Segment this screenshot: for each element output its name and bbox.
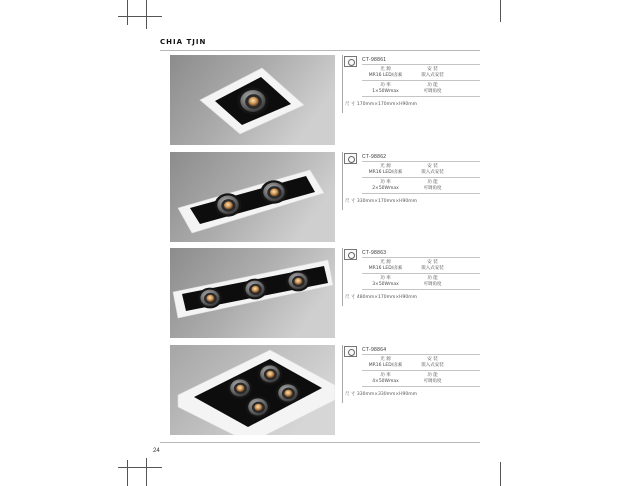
spec-value-function: 可调角度: [423, 89, 442, 94]
product-spec-4: [342, 345, 480, 405]
crop-mark-bottom-right-v: [500, 462, 501, 486]
crop-mark-bottom-left-h: [118, 467, 162, 468]
spec-value-function: 可调角度: [423, 282, 442, 287]
spec-header-light-source: 光 源: [380, 260, 391, 265]
spec-header-function: 功 能: [427, 373, 438, 378]
spec-header-light-source: 光 源: [380, 67, 391, 72]
product-photo-2: [170, 152, 335, 242]
spec-rule: [362, 289, 480, 290]
spec-value-power: 2×50Wmax: [372, 186, 399, 191]
lamp-head: [286, 271, 310, 292]
crop-mark-top-right-v: [500, 0, 501, 22]
spec-header-power: 功 率: [380, 180, 391, 185]
spec-header-light-source: 光 源: [380, 357, 391, 362]
product-spec-1: [342, 55, 480, 115]
spec-size: 尺 寸 330mm×170mm×H90mm: [345, 199, 417, 204]
spec-value-light-source: MR16 LED/卤素: [368, 266, 403, 271]
spec-divider: [342, 345, 343, 403]
product-photo-3: [170, 248, 335, 338]
spec-value-power: 1×50Wmax: [372, 89, 399, 94]
product-spec-2: [342, 152, 480, 212]
spec-header-installation: 安 装: [427, 357, 438, 362]
product-icon: [344, 56, 357, 67]
lamp-head: [258, 363, 283, 384]
spec-size: 尺 寸 480mm×170mm×H90mm: [345, 295, 417, 300]
spec-header-power: 功 率: [380, 83, 391, 88]
header-rule: [160, 50, 480, 51]
product-photo-1: [170, 55, 335, 145]
spec-value-function: 可调角度: [423, 186, 442, 191]
spec-value-installation: 嵌入式安装: [421, 363, 444, 368]
crop-mark-bottom-left-v1: [127, 460, 128, 486]
spec-header-power: 功 率: [380, 373, 391, 378]
crop-mark-top-left-h: [118, 16, 162, 17]
lamp-head: [243, 279, 267, 300]
spec-header-function: 功 能: [427, 180, 438, 185]
brand-logo: CHIA TJIN: [160, 38, 207, 46]
spec-size: 尺 寸 330mm×330mm×H90mm: [345, 392, 417, 397]
lamp-head: [276, 382, 301, 403]
spec-value-installation: 嵌入式安装: [421, 266, 444, 271]
spec-rule: [362, 80, 480, 81]
lamp-head: [237, 87, 269, 114]
spec-value-light-source: MR16 LED/卤素: [368, 73, 403, 78]
spec-size: 尺 寸 170mm×170mm×H90mm: [345, 102, 417, 107]
lamp-head: [198, 288, 222, 309]
lamp-head: [215, 193, 242, 216]
spec-rule: [362, 370, 480, 371]
product-icon: [344, 249, 357, 260]
product-icon: [344, 346, 357, 357]
spec-header-function: 功 能: [427, 276, 438, 281]
crop-mark-top-left-v1: [127, 0, 128, 25]
product-code: CT-98863: [362, 250, 387, 256]
spec-rule: [362, 177, 480, 178]
spec-value-light-source: MR16 LED/卤素: [368, 170, 403, 175]
product-icon: [344, 153, 357, 164]
spec-divider: [342, 55, 343, 113]
spec-value-installation: 嵌入式安装: [421, 73, 444, 78]
spec-rule: [362, 161, 480, 162]
spec-rule: [362, 193, 480, 194]
spec-value-light-source: MR16 LED/卤素: [368, 363, 403, 368]
product-code: CT-98862: [362, 154, 387, 160]
lamp-head: [246, 396, 271, 417]
spec-header-light-source: 光 源: [380, 164, 391, 169]
lamp-head: [228, 377, 253, 398]
crop-mark-top-left-v2: [146, 0, 147, 29]
spec-header-installation: 安 装: [427, 260, 438, 265]
spec-value-power: 3×50Wmax: [372, 282, 399, 287]
product-spec-3: [342, 248, 480, 308]
spec-rule: [362, 64, 480, 65]
product-code: CT-98861: [362, 57, 387, 63]
spec-rule: [362, 354, 480, 355]
page-number: 24: [153, 448, 160, 454]
spec-divider: [342, 248, 343, 306]
spec-value-function: 可调角度: [423, 379, 442, 384]
product-code: CT-98864: [362, 347, 387, 353]
footer-rule: [160, 442, 480, 443]
spec-rule: [362, 386, 480, 387]
spec-header-installation: 安 装: [427, 164, 438, 169]
spec-divider: [342, 152, 343, 210]
spec-value-power: 4×50Wmax: [372, 379, 399, 384]
spec-header-installation: 安 装: [427, 67, 438, 72]
spec-header-function: 功 能: [427, 83, 438, 88]
lamp-head: [261, 180, 288, 203]
product-photo-4: [170, 345, 335, 435]
spec-rule: [362, 273, 480, 274]
spec-value-installation: 嵌入式安装: [421, 170, 444, 175]
spec-rule: [362, 96, 480, 97]
spec-rule: [362, 257, 480, 258]
spec-header-power: 功 率: [380, 276, 391, 281]
crop-mark-bottom-left-v2: [146, 458, 147, 486]
